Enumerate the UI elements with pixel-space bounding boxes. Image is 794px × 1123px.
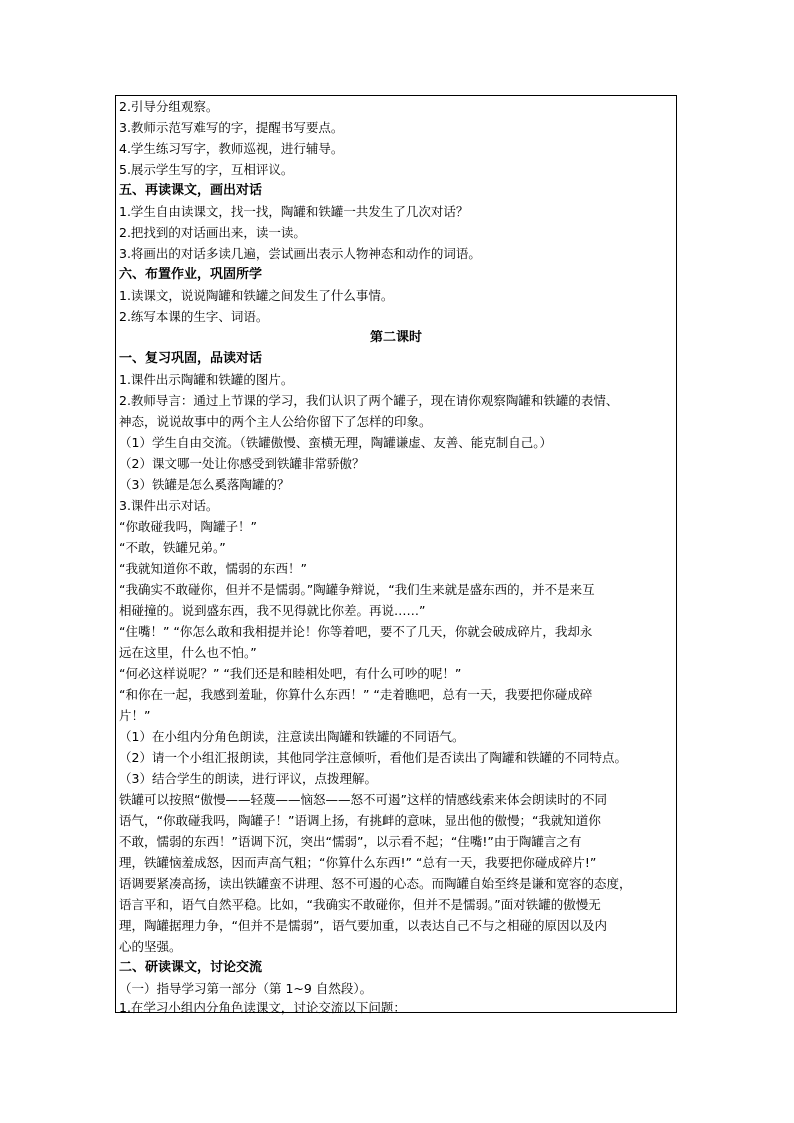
section-heading: 六、布置作业，巩固所学 <box>119 267 263 282</box>
dialogue-line: “不敢，铁罐兄弟。” <box>119 540 226 555</box>
text-line: 理，陶罐据理力争，“但并不是懦弱”，语气要加重，以表达自己不与之相碰的原因以及内 <box>119 918 607 933</box>
text-line: 5.展示学生写的字，互相评议。 <box>119 162 294 177</box>
text-line: 2.练写本课的生字、词语。 <box>119 309 269 324</box>
lesson-plan-table-cell <box>115 95 677 1013</box>
dialogue-line: “我确实不敢碰你，但并不是懦弱。”陶罐争辩说，“我们生来就是盛东西的，并不是来互 <box>119 582 595 597</box>
text-line: 语言平和，语气自然平稳。比如，“我确实不敢碰你，但并不是懦弱。”面对铁罐的傲慢无 <box>119 897 601 912</box>
dialogue-line: “你敢碰我吗，陶罐子！” <box>119 519 257 534</box>
text-line: 1.读课文，说说陶罐和铁罐之间发生了什么事情。 <box>119 288 394 303</box>
lesson-title: 第二课时 <box>369 330 422 345</box>
dialogue-line: 相碰撞的。说到盛东西，我不见得就比你差。再说……” <box>119 603 426 618</box>
text-line: 1.课件出示陶罐和铁罐的图片。 <box>119 372 294 387</box>
text-line: 理，铁罐恼羞成怒，因而声高气粗；“你算什么东西!” “总有一天，我要把你碰成碎片!” <box>119 855 597 870</box>
text-line: 2.把找到的对话画出来，读一读。 <box>119 225 306 240</box>
text-line: （一）指导学习第一部分（第 1~9 自然段）。 <box>119 981 373 996</box>
dialogue-line: “和你在一起，我感到羞耻，你算什么东西！” “走着瞧吧，总有一天，我要把你碰成碎 <box>119 687 593 702</box>
section-heading: 二、研读课文，讨论交流 <box>119 960 263 975</box>
dialogue-line: 远在这里，什么也不怕。” <box>119 645 257 660</box>
text-line: （2）课文哪一处让你感受到铁罐非常骄傲？ <box>119 456 365 471</box>
dialogue-line: “我就知道你不敢，懦弱的东西！” <box>119 561 307 576</box>
text-line: 3.课件出示对话。 <box>119 498 219 513</box>
text-line: （1）学生自由交流。（铁罐傲慢、蛮横无理，陶罐谦虚、友善、能克制自己。） <box>119 435 552 450</box>
section-heading: 五、再读课文，画出对话 <box>119 183 263 198</box>
text-line: 1.学生自由读课文，找一找，陶罐和铁罐一共发生了几次对话？ <box>119 204 469 219</box>
text-line: 语气，“你敢碰我吗，陶罐子！”语调上扬，有挑衅的意味，显出他的傲慢；“我就知道你 <box>119 813 601 828</box>
text-line: 不敢，懦弱的东西！”语调下沉，突出“懦弱”，以示看不起；“住嘴!”由于陶罐言之有 <box>119 834 582 849</box>
text-line: 心的坚强。 <box>119 939 182 954</box>
text-line: 4.学生练习写字，教师巡视，进行辅导。 <box>119 141 344 156</box>
section-heading: 一、复习巩固，品读对话 <box>119 351 263 366</box>
text-line: 神态，说说故事中的两个主人公给你留下了怎样的印象。 <box>119 414 432 429</box>
dialogue-line: 片！” <box>119 708 151 723</box>
dialogue-line: “住嘴！” “你怎么敢和我相提并论！你等着吧，要不了几天，你就会破成碎片，我却永 <box>119 624 593 639</box>
text-line: 语调要紧凑高扬，读出铁罐蛮不讲理、怒不可遏的心态。而陶罐自始至终是谦和宽容的态度， <box>119 876 632 891</box>
text-line: 3.教师示范写难写的字，提醒书写要点。 <box>119 120 344 135</box>
text-line: （1）在小组内分角色朗读，注意读出陶罐和铁罐的不同语气。 <box>119 729 465 744</box>
text-line: （3）铁罐是怎么奚落陶罐的？ <box>119 477 290 492</box>
dialogue-line: “何必这样说呢？” “我们还是和睦相处吧，有什么可吵的呢！” <box>119 666 462 681</box>
text-line: 铁罐可以按照“傲慢——轻蔑——恼怒——怒不可遏”这样的情感线索来体会朗读时的不同 <box>119 792 607 807</box>
text-line: 3.将画出的对话多读几遍，尝试画出表示人物神态和动作的词语。 <box>119 246 481 261</box>
text-line: 2.引导分组观察。 <box>119 99 219 114</box>
text-line: 2.教师导言：通过上节课的学习，我们认识了两个罐子，现在请你观察陶罐和铁罐的表情、 <box>119 393 619 408</box>
text-line: （3）结合学生的朗读，进行评议，点拨理解。 <box>119 771 377 786</box>
text-line: 1.在学习小组内分角色读课文，讨论交流以下问题： <box>119 1000 406 1015</box>
text-line: （2）请一个小组汇报朗读，其他同学注意倾听，看他们是否读出了陶罐和铁罐的不同特点。 <box>119 750 627 765</box>
